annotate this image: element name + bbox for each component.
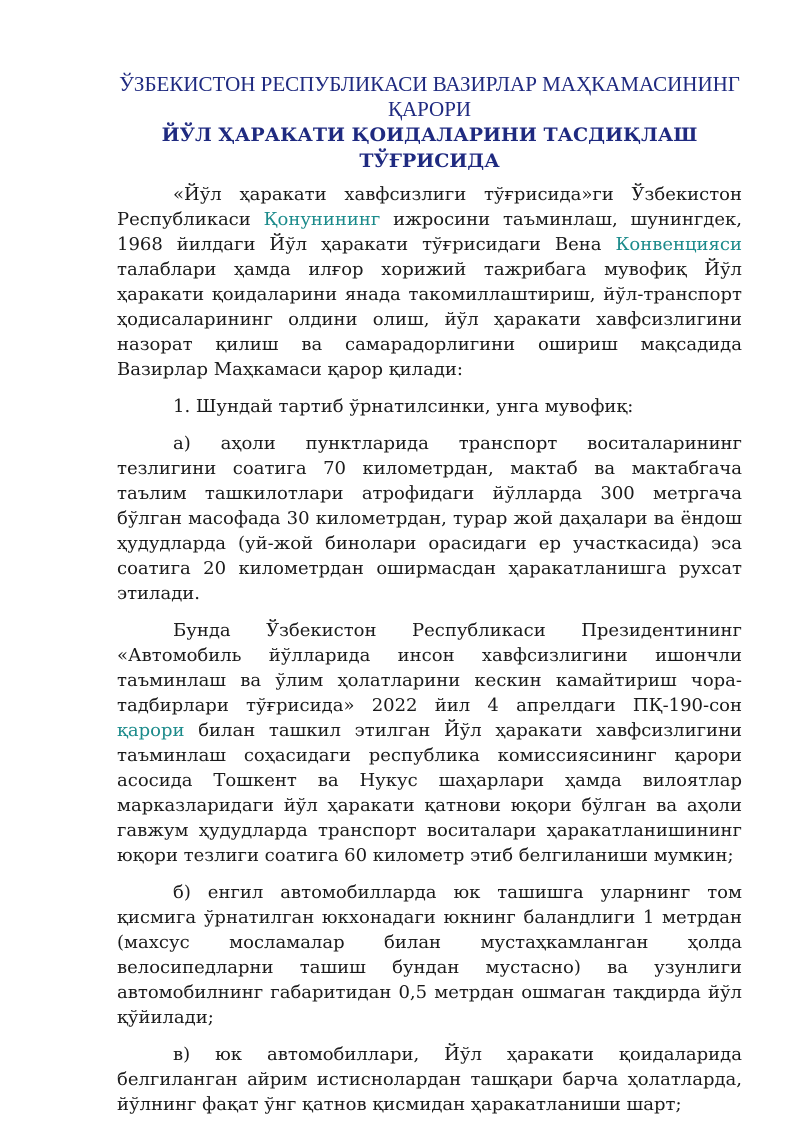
resolution-link[interactable]: қарори: [117, 720, 185, 741]
title-line-1: ЎЗБЕКИСТОН РЕСПУБЛИКАСИ ВАЗИРЛАР МАҲКАМАСИНИНГ: [119, 72, 740, 96]
document-subtitle: ЙЎЛ ҲАРАКАТИ ҚОИДАЛАРИНИ ТАСДИҚЛАШ ТЎҒРИСИДА: [161, 124, 698, 172]
convention-link[interactable]: Конвенцияси: [615, 234, 742, 255]
paragraph-preamble: [117, 182, 742, 382]
paragraph-item-a: а) аҳоли пунктларида транспорт воситаларининг тезлигини соатига 70 километрдан, мактаб ва мактабгача таълим ташкилотлари атрофидаги йўлларда 300 метргача бўлган масофада 30 километрдан, турар жой даҳалари ва ёндош ҳудудларда (уй-жой бинолари орасидаги ер участкасида) эса соатига 20 километрдан оширмасдан ҳаракатланишга рухсат этилади.: [117, 433, 742, 604]
note-text-b: билан ташкил этилган Йўл ҳаракати хавфсизлигини таъминлаш соҳасидаги республика комиссиясининг қарори асосида Тошкент ва Нукус шаҳарлари ҳамда вилоятлар марказларидаги йўл ҳаракати қатнови юқори бўлган ва аҳоли гавжум ҳудудларда транспорт воситалари ҳаракатланишининг юқори тезлиги соатига 60 километр этиб белгиланиши мумкин;: [117, 720, 742, 866]
paragraph-item-1: 1. Шундай тартиб ўрнатилсинки, унга мувофиқ:: [173, 396, 634, 417]
preamble-text-a: «Йўл ҳаракати хавфсизлиги тўғрисида»ги Ўзбекистон Республикаси: [117, 184, 742, 230]
document-body: [117, 182, 742, 1117]
law-link[interactable]: Қонунининг: [263, 209, 381, 230]
document-title: [117, 72, 742, 174]
paragraph-item-v: в) юк автомобиллари, Йўл ҳаракати қоидаларида белгиланган айрим истиснолардан ташқари барча ҳолатларда, йўлнинг фақат ўнг қатнов қисмидан ҳаракатланиши шарт;: [117, 1044, 742, 1115]
preamble-text-c: талаблари ҳамда илғор хорижий тажрибага мувофиқ Йўл ҳаракати қоидаларини янада такомиллаштириш, йўл-транспорт ҳодисаларининг олдини олиш, йўл ҳаракати хавфсизлигини назорат қилиш ва самарадорлигини ошириш мақсадида Вазирлар Маҳкамаси қарор қилади:: [117, 259, 742, 380]
paragraph-item-b: б) енгил автомобилларда юк ташишга уларнинг том қисмига ўрнатилган юкхонадаги юкнинг баландлиги 1 метрдан (махсус мосламалар билан мустаҳкамланган ҳолда велосипедларни ташиш бундан мустасно) ва узунлиги автомобилнинг габаритидан 0,5 метрдан ошмаган тақдирда йўл қўйилади;: [117, 882, 742, 1028]
preamble-text-b: ижросини таъминлаш, шунингдек, 1968 йилдаги Йўл ҳаракати тўғрисидаги Вена: [117, 209, 742, 255]
title-line-2: ҚАРОРИ: [387, 97, 472, 121]
paragraph-note: [117, 618, 742, 868]
note-text-a: Бунда Ўзбекистон Республикаси Президентининг «Автомобиль йўлларида инсон хавфсизлигини ишончли таъминлаш ва ўлим ҳолатларини кескин камайтириш чора-тадбирлари тўғрисида» 2022 йил 4 апрелдаги ПҚ-190-сон: [117, 620, 742, 716]
